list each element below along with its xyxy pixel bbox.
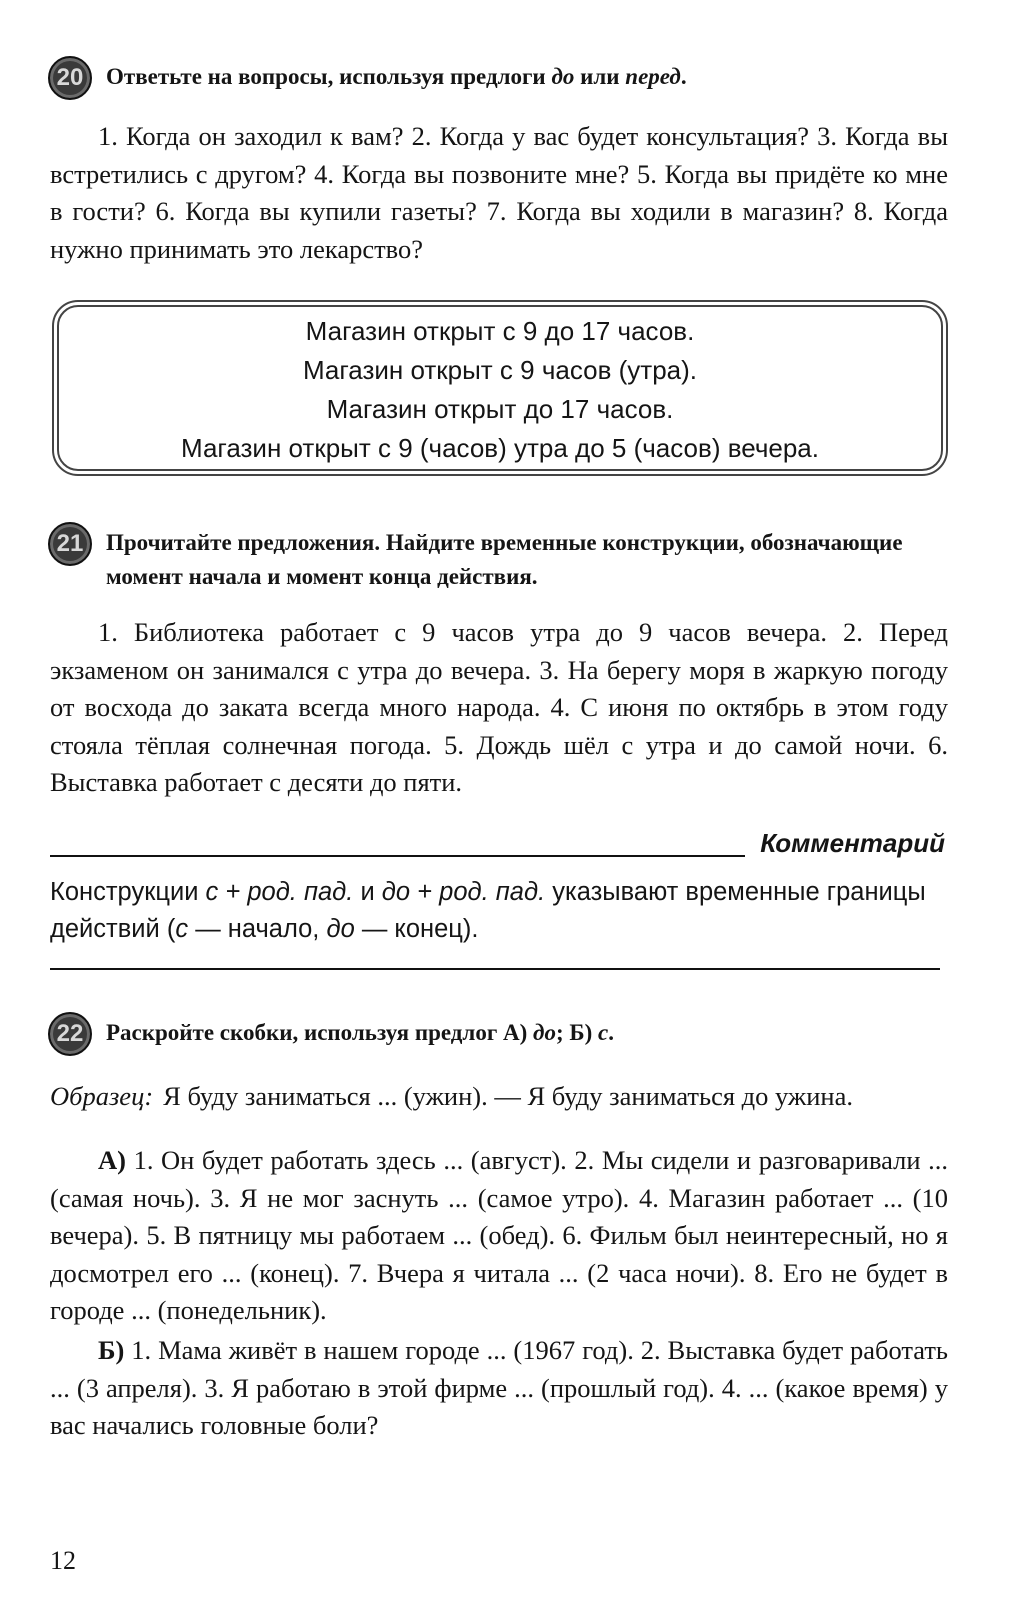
example-line: Магазин открыт с 9 часов (утра). <box>302 355 698 385</box>
task-22-part-b: Б) 1. Мама живёт в нашем городе ... (1967 год). 2. Выставка будет работать ... (3 апреля). 3. Я работаю в этой фирме ... (прошлый год). 4. ... (какое время) у вас начались головные боли? <box>50 1335 949 1441</box>
comment-top-rule <box>50 855 745 857</box>
comment-label: Комментарий <box>760 828 945 858</box>
comment-text: Конструкции с + род. пад. и до + род. пад. указывают временные границы действий (с — начало, до — конец). <box>50 878 926 943</box>
task-22-header <box>48 1012 614 1056</box>
task-20-questions: 1. Когда он заходил к вам? 2. Когда у вас будет консультация? 3. Когда вы встретились с другом? 4. Когда вы позвоните мне? 5. Когда вы придёте ко мне в гости? 6. Когда вы купили газеты? 7. Когда вы ходили в магазин? 8. Когда нужно принимать это лекарство? <box>50 121 948 264</box>
sample-text: Я буду заниматься ... (ужин). — Я буду заниматься до ужина. <box>163 1081 853 1111</box>
task-20-header <box>48 56 687 100</box>
comment-bottom-rule <box>50 968 940 970</box>
task-22-part-a: А) 1. Он будет работать здесь ... (август). 2. Мы сидели и разговаривали ... (самая ночь). 3. Я не мог заснуть ... (самое утро). 4. Магазин работает ... (10 вечера). 5. В пятницу мы работаем ... (обед). 6. Фильм был неинтересный, но я досмотрел его ... (конец). 7. Вчера я читала ... (2 часа ночи). 8. Его не будет в городе ... (понедельник). <box>50 1145 949 1326</box>
task-number-badge: 20 <box>48 56 92 100</box>
example-line: Магазин открыт с 9 (часов) утра до 5 (часов) вечера. <box>181 433 819 463</box>
task-20-title: Ответьте на вопросы, используя предлоги до или перед. <box>106 64 687 89</box>
example-line: Магазин открыт до 17 часов. <box>326 394 674 424</box>
part-b-label: Б) <box>98 1335 125 1365</box>
task-22-title: Раскройте скобки, используя предлог А) до; Б) с. <box>106 1020 614 1045</box>
example-line: Магазин открыт с 9 до 17 часов. <box>305 316 695 346</box>
page-number: 12 <box>50 1546 76 1575</box>
task-number-badge: 21 <box>48 522 92 566</box>
task-21-sentences: 1. Библиотека работает с 9 часов утра до 9 часов вечера. 2. Перед экзаменом он занимался с утра до вечера. 3. На берегу моря в жаркую погоду от восхода до заката всегда много народа. 4. С июня по октябрь в этом году стояла тёплая солнечная погода. 5. Дождь шёл с утра и до самой ночи. 6. Выставка работает с десяти до пяти. <box>50 617 948 798</box>
task-number-badge: 22 <box>48 1012 92 1056</box>
sample-label: Образец: <box>50 1081 154 1111</box>
task-21-title: Прочитайте предложения. Найдите временные конструкции, обозначающие момент начала и момент конца действия. <box>106 530 903 589</box>
task-21-header <box>48 522 948 594</box>
sample-line <box>50 1078 948 1115</box>
part-a-label: А) <box>98 1145 126 1175</box>
